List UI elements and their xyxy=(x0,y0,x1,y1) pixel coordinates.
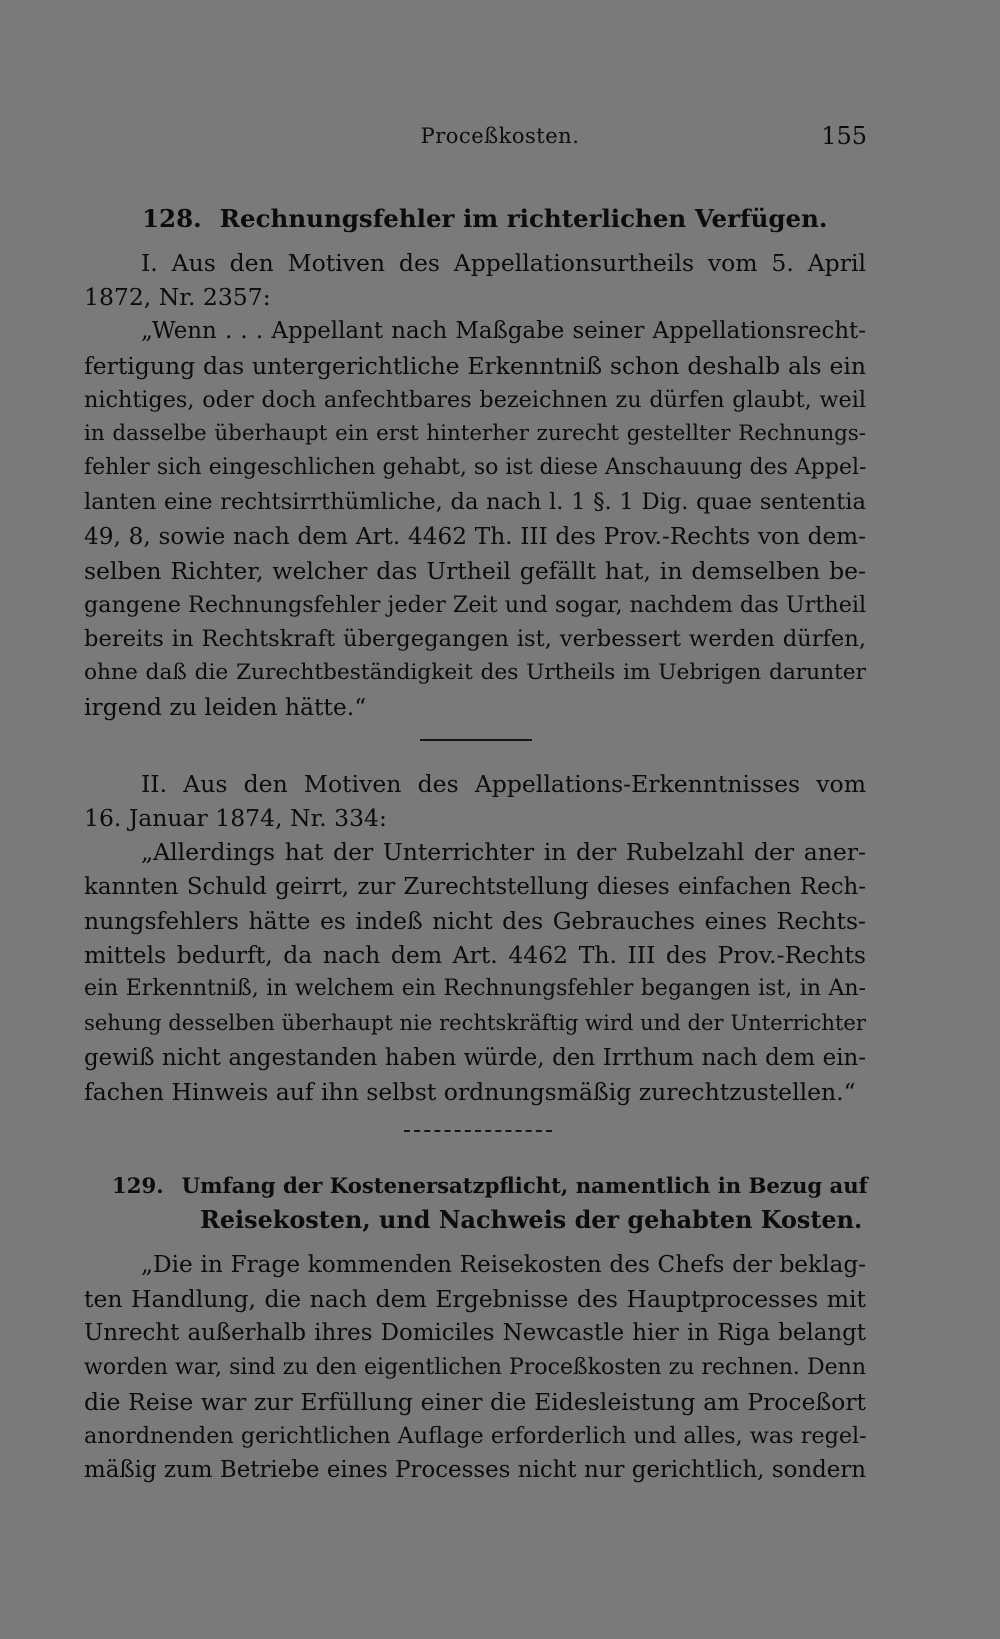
text-line: bereits in Rechtskraft übergegangen ist, verbessert werden dürfen, xyxy=(84,626,866,653)
text-line: sehung desselben überhaupt nie rechtskräftig wird und der Unterrichter xyxy=(84,1010,866,1036)
separator-rule xyxy=(420,739,532,741)
section-128-part-1 xyxy=(84,246,866,725)
running-head xyxy=(0,118,1000,158)
section-title: Rechnungsfehler im richterlichen Verfügen. xyxy=(219,204,828,233)
separator-rule xyxy=(404,1130,552,1132)
page-number: 155 xyxy=(821,122,867,150)
text-line: fachen Hinweis auf ihn selbst ordnungsmäßig zurechtzustellen.“ xyxy=(84,1077,856,1106)
text-line: kannten Schuld geirrt, zur Zurechtstellung dieses einfachen Rech- xyxy=(84,873,866,900)
text-line: 49, 8, sowie nach dem Art. 4462 Th. III des Prov.-Rechts von dem- xyxy=(84,522,866,550)
text-line: 16. Januar 1874, Nr. 334: xyxy=(84,804,387,833)
section-128-heading xyxy=(142,202,842,236)
section-title: Reisekosten, und Nachweis der gehabten Kosten. xyxy=(200,1206,863,1234)
text-line: fertigung das untergerichtliche Erkenntniß schon deshalb als ein xyxy=(84,351,866,380)
text-line: gangene Rechnungsfehler jeder Zeit und sogar, nachdem das Urtheil xyxy=(84,591,867,618)
text-line: ein Erkenntniß, in welchem ein Rechnungsfehler begangen ist, in An- xyxy=(84,976,866,1002)
section-number: 129. xyxy=(112,1173,164,1198)
text-line: mäßig zum Betriebe eines Processes nicht nur gerichtlich, sondern xyxy=(84,1457,866,1484)
section-title: Umfang der Kostenersatzpflicht, namentlich in Bezug auf xyxy=(181,1173,868,1198)
text-line: nichtiges, oder doch anfechtbares bezeichnen zu dürfen glaubt, weil xyxy=(84,386,866,413)
text-line: fehler sich eingeschlichen gehabt, so ist diese Anschauung des Appel- xyxy=(84,455,867,481)
text-line: 1872, Nr. 2357: xyxy=(84,283,271,312)
section-129-body xyxy=(84,1248,866,1487)
text-line: anordnenden gerichtlichen Auflage erforderlich und alles, was regel- xyxy=(84,1422,867,1449)
text-line: mittels bedurft, da nach dem Art. 4462 Th. III des Prov.-Rechts xyxy=(84,940,866,969)
text-line: I. Aus den Motiven des Appellationsurtheils vom 5. April xyxy=(141,249,866,277)
text-line: nungsfehlers hätte es indeß nicht des Gebrauches eines Rechts- xyxy=(84,906,866,935)
section-128-part-2 xyxy=(84,767,866,1109)
text-line: die Reise war zur Erfüllung einer die Eidesleistung am Proceßort xyxy=(84,1387,866,1416)
text-line: „Wenn . . . Appellant nach Maßgabe seiner Appellationsrecht- xyxy=(141,318,866,345)
text-line: in dasselbe überhaupt ein erst hinterher zurecht gestellter Rechnungs- xyxy=(84,420,866,446)
text-line: gewiß nicht angestanden haben würde, den Irrthum nach dem ein- xyxy=(84,1044,866,1071)
text-line: ohne daß die Zurechtbeständigkeit des Urtheils im Uebrigen darunter xyxy=(84,660,866,686)
text-line: „Die in Frage kommenden Reisekosten des Chefs der beklag- xyxy=(141,1251,866,1278)
text-line: II. Aus den Motiven des Appellations-Erkenntnisses vom xyxy=(141,770,866,798)
section-129-heading xyxy=(112,1169,869,1237)
text-line: worden war, sind zu den eigentlichen Proceßkosten zu rechnen. Denn xyxy=(84,1354,866,1380)
section-number: 128. xyxy=(142,204,202,233)
running-title: Proceßkosten. xyxy=(420,124,580,148)
text-line: selben Richter, welcher das Urtheil gefällt hat, in demselben be- xyxy=(84,556,866,585)
text-line: „Allerdings hat der Unterrichter in der Rubelzahl der aner- xyxy=(141,838,866,867)
text-line: ten Handlung, die nach dem Ergebnisse des Hauptprocesses mit xyxy=(84,1285,866,1314)
text-line: Unrecht außerhalb ihres Domiciles Newcastle hier in Riga belangt xyxy=(84,1320,866,1347)
text-line: irgend zu leiden hätte.“ xyxy=(84,693,367,722)
text-line: lanten eine rechtsirrthümliche, da nach l. 1 §. 1 Dig. quae sententia xyxy=(84,489,866,516)
